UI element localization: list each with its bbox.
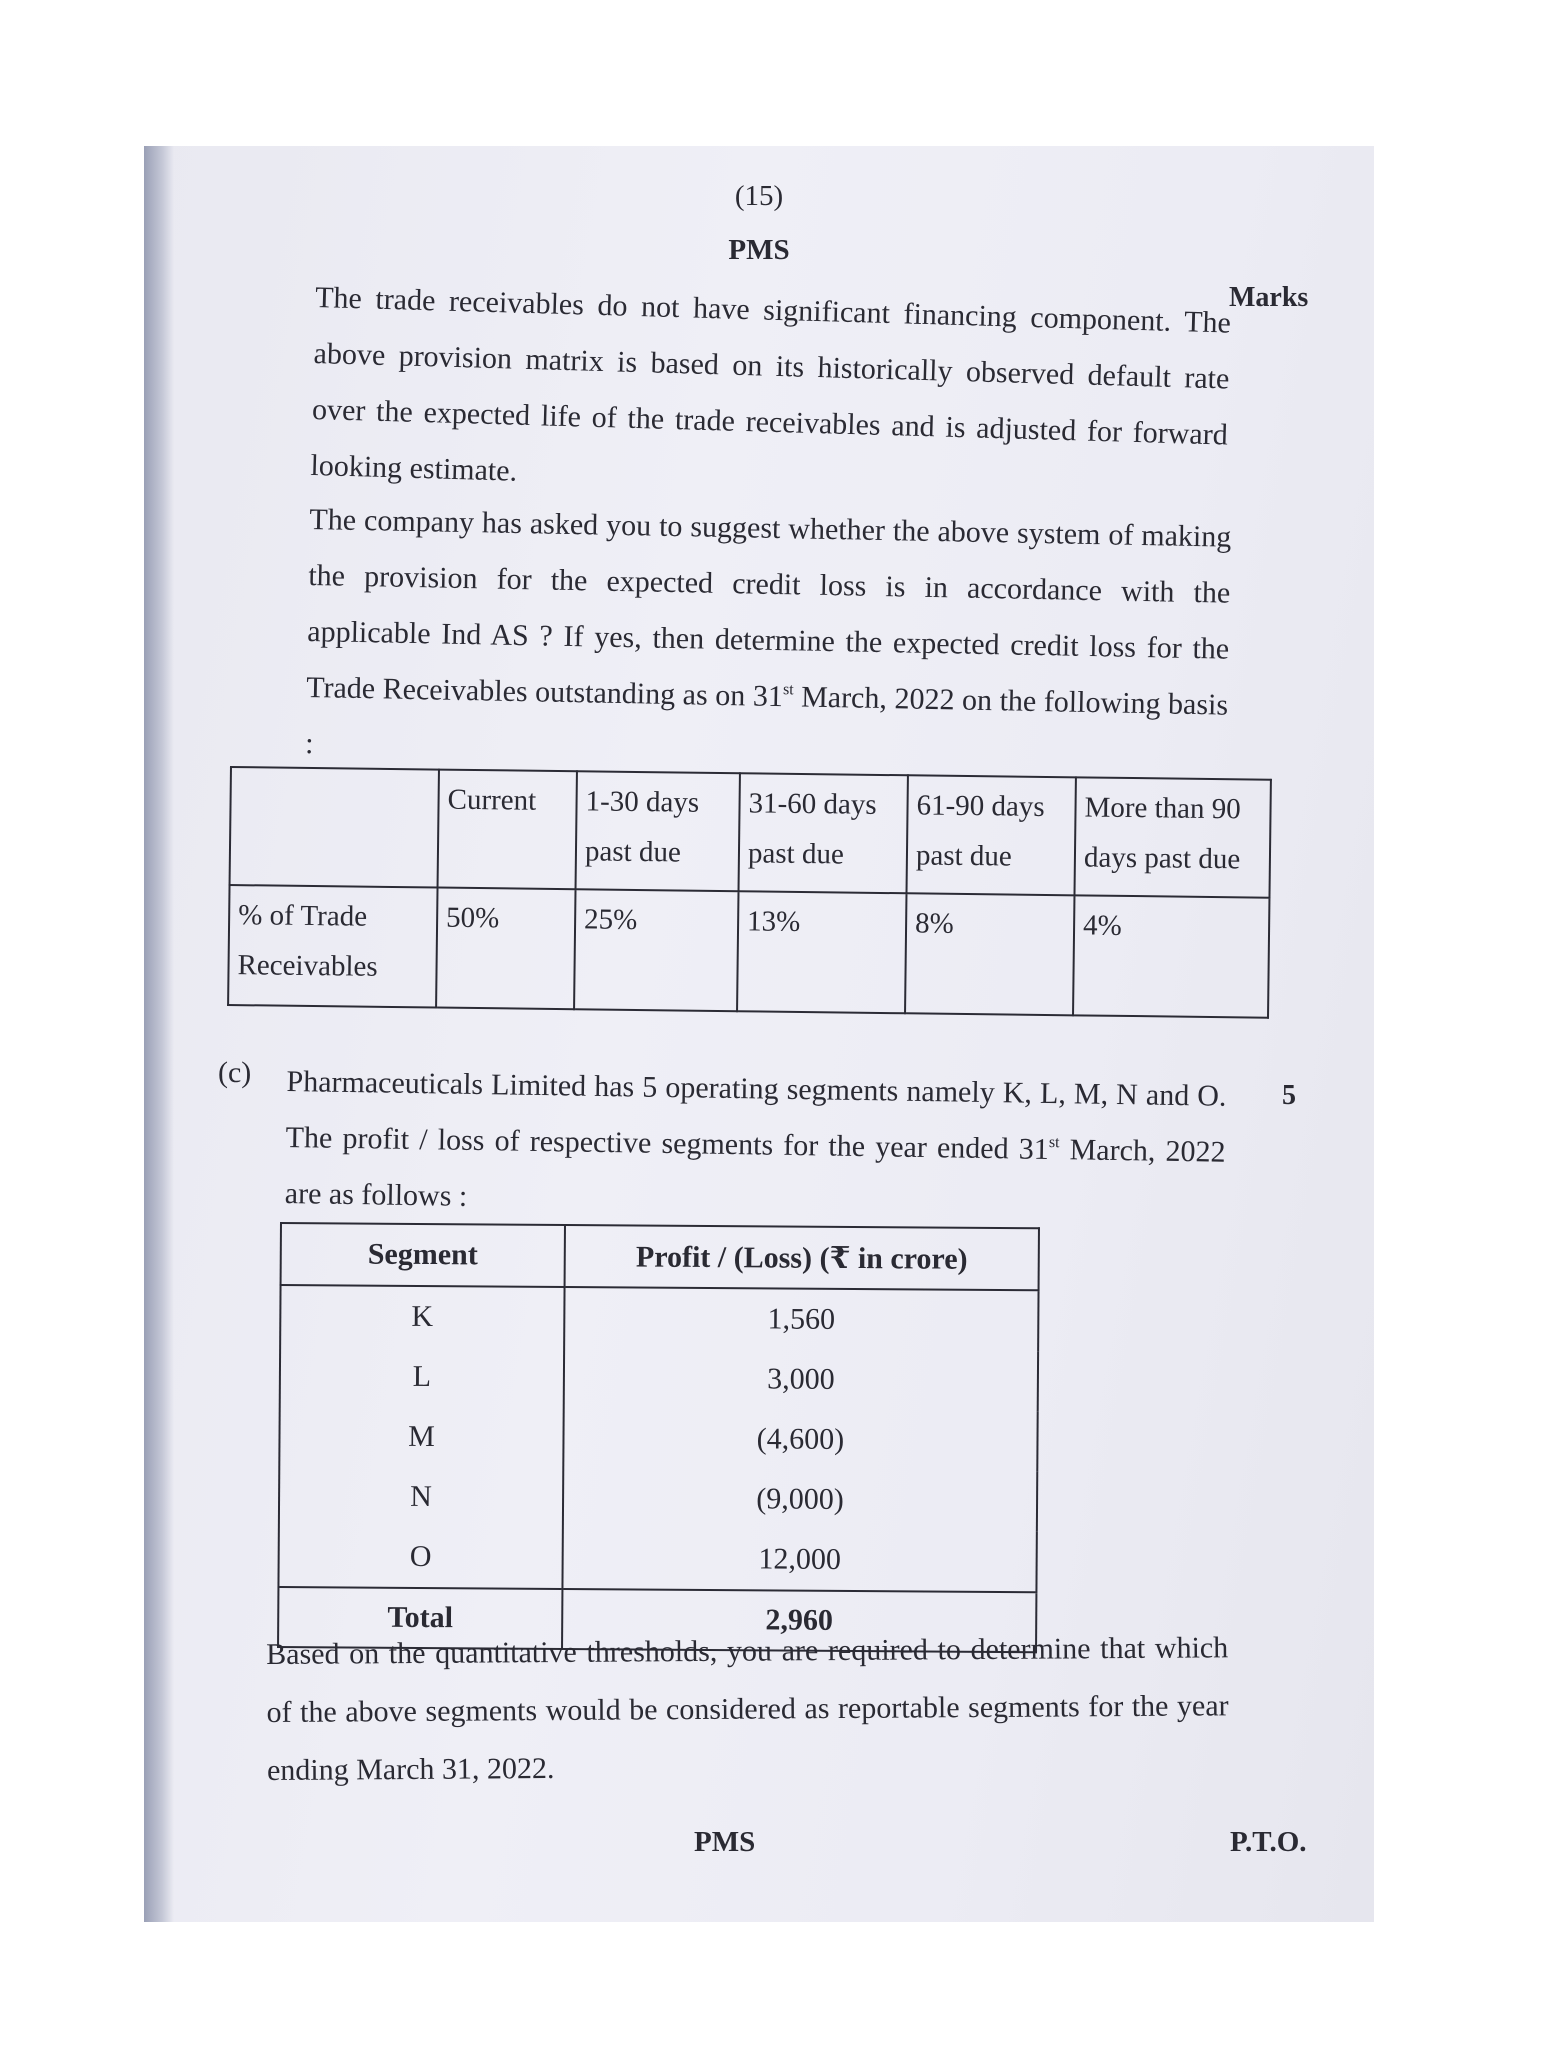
profit-column-header: Profit / (Loss) (₹ in crore): [565, 1225, 1039, 1290]
table-cell: 4%: [1073, 895, 1269, 1017]
question-c-text: [284, 1054, 1227, 1237]
table-header-cell: Current: [438, 770, 577, 890]
segment-cell: L: [280, 1346, 564, 1408]
table-row-label: % of Trade Receivables: [228, 885, 437, 1008]
profit-cell: (9,000): [563, 1468, 1037, 1531]
profit-cell: 12,000: [562, 1528, 1036, 1592]
segment-cell: K: [280, 1285, 564, 1348]
profit-cell: (4,600): [563, 1408, 1037, 1471]
document-photo: [144, 146, 1374, 1922]
table-cell: 13%: [737, 891, 906, 1013]
table-header-cell: 31-60 days past due: [739, 773, 908, 893]
table-row: [280, 1346, 1038, 1411]
paragraph-company-request: [305, 492, 1232, 790]
ordinal-suffix: st: [782, 681, 794, 699]
paragraph-text: March, 2022 on the following basis :: [304, 680, 1229, 761]
ecl-basis-table: [227, 766, 1272, 1019]
paragraph-text: March, 2022 are as follows :: [284, 1133, 1226, 1213]
segment-cell: O: [278, 1526, 562, 1589]
table-header-cell: More than 90 days past due: [1074, 777, 1270, 897]
segment-column-header: Segment: [281, 1223, 565, 1287]
question-label: (c): [218, 1056, 252, 1089]
table-row: [279, 1466, 1037, 1531]
page-number: (15): [734, 180, 784, 212]
table-header-row: [281, 1223, 1039, 1290]
please-turn-over: P.T.O.: [1230, 1826, 1307, 1858]
paragraph-financing-component: The trade receivables do not have significant financing component. The above provision matrix is based on its historically observed default rate over the expected life of the trade receivables and is adjusted for forward looking estimate.: [310, 280, 1232, 488]
table-header-cell: [230, 767, 439, 888]
page-edge-shadow: [144, 146, 174, 1922]
segment-cell: M: [279, 1406, 563, 1468]
paragraph-reportable-segments: Based on the quantitative thresholds, you are required to determine that which of the above segments would be considered as reportable segments for the year ending March 31, 2022.: [266, 1631, 1229, 1787]
table-header-cell: 61-90 days past due: [906, 775, 1075, 895]
paper-code-footer: PMS: [694, 1826, 756, 1858]
marks-column-label: Marks: [1229, 282, 1309, 313]
paragraph-text: The company has asked you to suggest whether the above system of making the provision for the expected credit loss is in accordance with the applicable Ind AS ? If yes, then determine the expected credit loss for the Trade Receivables outstanding as on 31: [305, 502, 1232, 714]
ordinal-suffix: st: [1048, 1133, 1060, 1152]
segment-cell: N: [279, 1466, 563, 1528]
table-cell: 50%: [436, 888, 575, 1010]
table-row: [228, 885, 1269, 1018]
profit-cell: 1,560: [564, 1287, 1038, 1351]
total-value: 2,960: [562, 1589, 1036, 1652]
total-label: Total: [278, 1587, 562, 1649]
table-row: [280, 1285, 1038, 1351]
paper-code-header: PMS: [728, 234, 790, 266]
segment-profit-table: [277, 1222, 1040, 1653]
table-row: [279, 1406, 1037, 1471]
table-row: [278, 1526, 1036, 1592]
paragraph-text: Pharmaceuticals Limited has 5 operating segments namely K, L, M, N and O. The profit / loss of respective segments for the year ended 31: [285, 1064, 1227, 1166]
table-header-row: [230, 767, 1271, 898]
question-marks: 5: [1282, 1080, 1296, 1111]
table-cell: 8%: [905, 893, 1074, 1015]
table-cell: 25%: [574, 889, 738, 1011]
profit-cell: 3,000: [564, 1348, 1038, 1411]
table-header-cell: 1-30 days past due: [576, 771, 740, 891]
